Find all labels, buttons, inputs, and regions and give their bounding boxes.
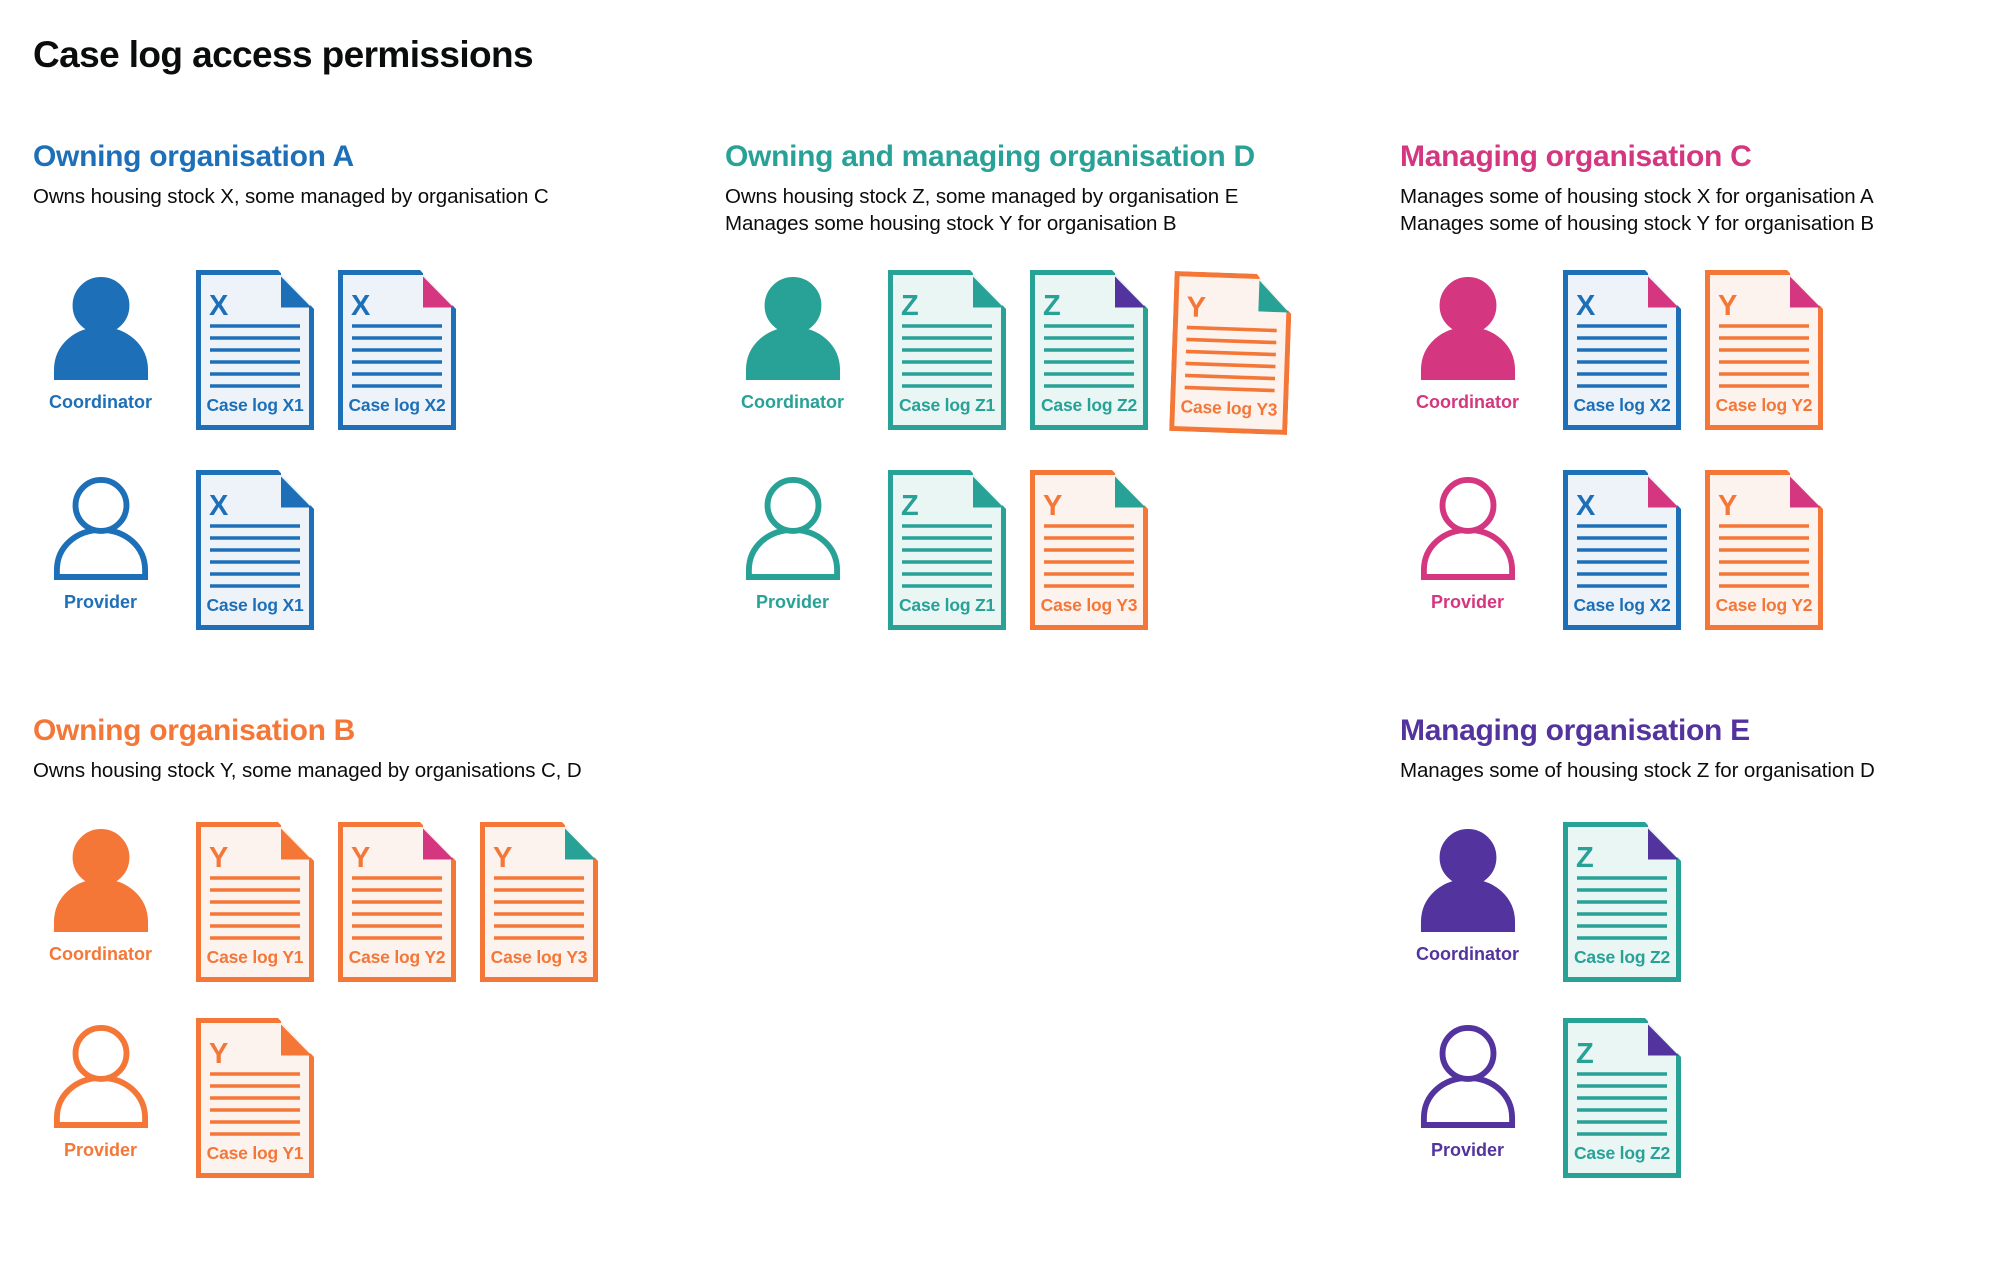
doc-letter: Y (1718, 290, 1738, 322)
doc-letter: Y (209, 1038, 229, 1070)
doc-label: Case log Z1 (898, 595, 996, 615)
page-title: Case log access permissions (33, 34, 534, 75)
doc-label: Case log Y3 (1040, 595, 1138, 615)
doc-label: Case log Y2 (1715, 395, 1813, 415)
doc-letter: X (351, 290, 371, 322)
section-heading: Owning and managing organisation D (725, 140, 1255, 173)
doc-label: Case log X2 (1573, 595, 1671, 615)
provider-figure (33, 1018, 168, 1161)
doc-label: Case log Y1 (206, 947, 304, 967)
provider-figure (1400, 470, 1535, 613)
coordinator-icon (1419, 276, 1517, 380)
provider-icon (1419, 476, 1517, 580)
doc-label: Case log Y2 (348, 947, 446, 967)
doc-letter: Z (1043, 290, 1061, 322)
doc-label: Case log Y3 (1180, 396, 1278, 420)
doc-label: Case log X2 (1573, 395, 1671, 415)
doc-letter: Y (1185, 291, 1207, 325)
doc-case-log-x2 (1563, 270, 1681, 430)
section-description-line-2: Manages some of housing stock Y for organisation B (1400, 212, 1874, 235)
provider-figure (725, 470, 860, 613)
doc-letter: Y (351, 842, 371, 874)
doc-case-log-y1 (196, 822, 314, 982)
section-managing-organisation-c (1400, 140, 1990, 700)
doc-case-log-x1 (196, 270, 314, 430)
section-managing-organisation-e (1400, 714, 1990, 1274)
provider-figure (1400, 1018, 1535, 1161)
provider-icon (52, 476, 150, 580)
coordinator-row (1400, 270, 1847, 430)
doc-case-log-z2 (1563, 822, 1681, 982)
coordinator-row (1400, 822, 1705, 982)
doc-letter: X (209, 490, 229, 522)
section-heading: Owning organisation B (33, 714, 356, 747)
provider-icon (1419, 1024, 1517, 1128)
doc-case-log-x2 (338, 270, 456, 430)
role-label: Coordinator (49, 944, 152, 964)
role-label: Coordinator (1416, 392, 1519, 412)
role-label: Provider (755, 592, 830, 612)
section-owning-managing-organisation-d (725, 140, 1385, 700)
doc-label: Case log Z1 (898, 395, 996, 415)
coordinator-icon (744, 276, 842, 380)
coordinator-figure (33, 822, 168, 965)
coordinator-figure (33, 270, 168, 413)
doc-label: Case log Z2 (1573, 947, 1671, 967)
doc-label: Case log Y2 (1715, 595, 1813, 615)
doc-case-log-y2 (338, 822, 456, 982)
coordinator-row (725, 270, 1314, 430)
doc-label: Case log Z2 (1573, 1143, 1671, 1163)
section-description-line-1: Owns housing stock Z, some managed by organisation E (725, 185, 1239, 208)
provider-figure (33, 470, 168, 613)
doc-case-log-z2 (1563, 1018, 1681, 1178)
section-heading: Managing organisation E (1400, 714, 1750, 747)
doc-case-log-x1 (196, 470, 314, 630)
doc-letter: Y (493, 842, 513, 874)
doc-case-log-y2 (1705, 470, 1823, 630)
coordinator-figure (1400, 822, 1535, 965)
coordinator-row (33, 270, 480, 430)
doc-label: Case log X1 (206, 595, 304, 615)
doc-case-log-y1 (196, 1018, 314, 1178)
provider-row (1400, 1018, 1705, 1178)
coordinator-figure (1400, 270, 1535, 413)
doc-label: Case log Z2 (1040, 395, 1138, 415)
section-description: Owns housing stock X, some managed by organisation C (33, 185, 549, 208)
section-description-line-1: Manages some of housing stock X for organisation A (1400, 185, 1874, 208)
doc-label: Case log Y1 (206, 1143, 304, 1163)
provider-icon (52, 1024, 150, 1128)
section-owning-organisation-a (33, 140, 693, 700)
doc-case-log-z1 (888, 470, 1006, 630)
coordinator-row (33, 822, 622, 982)
section-heading: Owning organisation A (33, 140, 354, 173)
doc-letter: Z (1576, 842, 1594, 874)
doc-label: Case log Y3 (490, 947, 588, 967)
provider-icon (744, 476, 842, 580)
doc-case-log-y2 (1705, 270, 1823, 430)
section-description: Owns housing stock Y, some managed by organisations C, D (33, 759, 582, 782)
section-description: Manages some of housing stock Z for organisation D (1400, 759, 1875, 782)
doc-letter: Z (901, 290, 919, 322)
doc-letter: Y (1718, 490, 1738, 522)
coordinator-icon (52, 828, 150, 932)
role-label: Provider (1430, 592, 1505, 612)
coordinator-icon (1419, 828, 1517, 932)
doc-label: Case log X2 (348, 395, 446, 415)
section-heading: Managing organisation C (1400, 140, 1752, 173)
doc-case-log-z2 (1030, 270, 1148, 430)
provider-row (725, 470, 1172, 630)
doc-letter: Z (1576, 1038, 1594, 1070)
doc-label: Case log X1 (206, 395, 304, 415)
section-owning-organisation-b (33, 714, 693, 1274)
doc-letter: X (209, 290, 229, 322)
role-label: Coordinator (49, 392, 152, 412)
coordinator-icon (52, 276, 150, 380)
doc-case-log-z1 (888, 270, 1006, 430)
doc-case-log-y3 (480, 822, 598, 982)
doc-case-log-y3 (1030, 470, 1148, 630)
role-label: Provider (63, 592, 138, 612)
section-description-line-2: Manages some housing stock Y for organisation B (725, 212, 1177, 235)
provider-row (33, 1018, 338, 1178)
doc-letter: Z (901, 490, 919, 522)
doc-letter: Y (1043, 490, 1063, 522)
coordinator-figure (725, 270, 860, 413)
doc-case-log-y3 (1169, 271, 1293, 435)
role-label: Provider (1430, 1140, 1505, 1160)
role-label: Coordinator (1416, 944, 1519, 964)
doc-letter: X (1576, 290, 1596, 322)
provider-row (1400, 470, 1847, 630)
doc-case-log-x2 (1563, 470, 1681, 630)
doc-letter: Y (209, 842, 229, 874)
role-label: Provider (63, 1140, 138, 1160)
doc-letter: X (1576, 490, 1596, 522)
provider-row (33, 470, 338, 630)
role-label: Coordinator (741, 392, 844, 412)
